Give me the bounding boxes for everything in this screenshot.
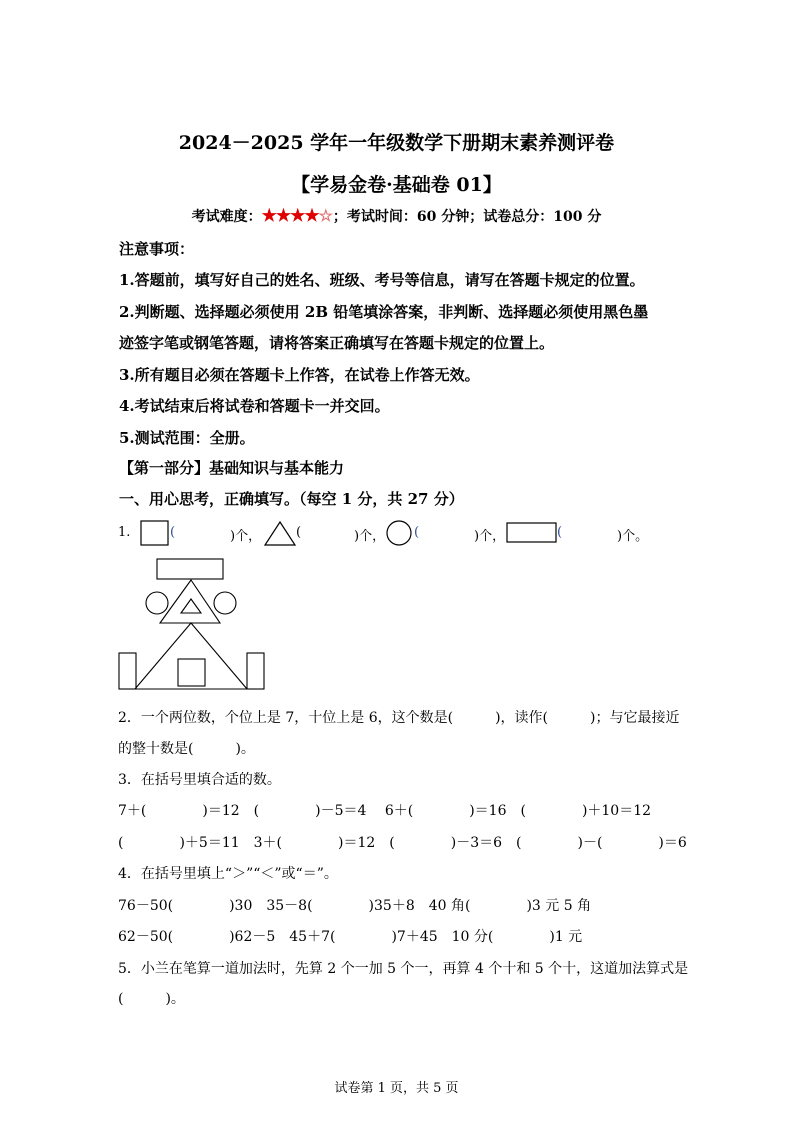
note-item: 4.考试结束后将试卷和答题卡一并交回。 bbox=[119, 397, 390, 415]
q1-blank-open: ( bbox=[296, 525, 302, 540]
q4-row1: 76－50( )30 35－8( )35＋8 40 角( )3 元 5 角 bbox=[118, 898, 592, 914]
q1-blank-open: ( bbox=[414, 525, 420, 540]
q1-blank-close: )个。 bbox=[617, 529, 649, 544]
time-score-text: ；考试时间：60 分钟；试卷总分：100 分 bbox=[332, 209, 602, 225]
note-item: 1.答题前，填写好自己的姓名、班级、考号等信息，请写在答题卡规定的位置。 bbox=[119, 271, 645, 289]
rectangle-icon bbox=[506, 522, 558, 544]
q1-number: 1. bbox=[118, 525, 131, 540]
q1-blank-close: )个， bbox=[474, 529, 506, 544]
note-item: 迹签字笔或钢笔答题，请将答案正确填写在答题卡规定的位置上。 bbox=[119, 334, 555, 352]
note-item: 5.测试范围：全册。 bbox=[119, 429, 255, 447]
q1-row bbox=[118, 520, 678, 546]
q3-row2: ( )＋5＝11 3＋( )＝12 ( )－3＝6 ( )－( )＝6 bbox=[118, 835, 687, 851]
exam-title: 2024－2025 学年一年级数学下册期末素养测评卷 bbox=[178, 132, 615, 154]
q1-blank-open: ( bbox=[557, 525, 563, 540]
q2-line1: 2．一个两位数，个位上是 7，十位上是 6，这个数是( )，读作( )；与它最接近 bbox=[118, 710, 680, 726]
q4-stem: 4．在括号里填上“＞”“＜”或“＝”。 bbox=[118, 866, 338, 882]
page-footer: 试卷第 1 页，共 5 页 bbox=[334, 1081, 459, 1096]
q1-blank-close: )个， bbox=[230, 529, 262, 544]
part-heading: 【第一部分】基础知识与基本能力 bbox=[119, 459, 345, 477]
q3-row1: 7＋( )＝12 ( )－5＝4 6＋( )＝16 ( )＋10＝12 bbox=[118, 803, 652, 819]
difficulty-star-empty-icon: ☆ bbox=[318, 206, 333, 225]
difficulty-label: 考试难度： bbox=[191, 209, 262, 225]
difficulty-stars-icon: ★★★★ bbox=[261, 206, 319, 226]
q1-blank-open: ( bbox=[170, 525, 176, 540]
square-icon bbox=[140, 520, 170, 546]
q2-line2: 的整十数是( )。 bbox=[118, 741, 255, 757]
q5-line1: 5．小兰在笔算一道加法时，先算 2 个一加 5 个一，再算 4 个十和 5 个十，这道加法算式是 bbox=[118, 961, 689, 977]
exam-meta bbox=[0, 206, 793, 226]
q3-stem: 3．在括号里填合适的数。 bbox=[118, 772, 281, 788]
composite-shapes-figure bbox=[117, 555, 267, 695]
exam-subtitle: 【学易金卷·基础卷 01】 bbox=[291, 174, 502, 196]
circle-icon bbox=[385, 520, 415, 548]
note-item: 2.判断题、选择题必须使用 2B 铅笔填涂答案，非判断、选择题必须使用黑色墨 bbox=[119, 303, 649, 321]
notes-heading: 注意事项： bbox=[119, 240, 195, 258]
q5-line2: ( )。 bbox=[118, 991, 185, 1007]
note-item: 3.所有题目必须在答题卡上作答，在试卷上作答无效。 bbox=[119, 366, 480, 384]
triangle-icon bbox=[263, 520, 297, 547]
q1-blank-close: )个， bbox=[354, 529, 386, 544]
q4-row2: 62－50( )62－5 45＋7( )7＋45 10 分( )1 元 bbox=[118, 929, 583, 945]
section-heading: 一、用心思考，正确填写。（每空 1 分，共 27 分） bbox=[119, 490, 464, 508]
